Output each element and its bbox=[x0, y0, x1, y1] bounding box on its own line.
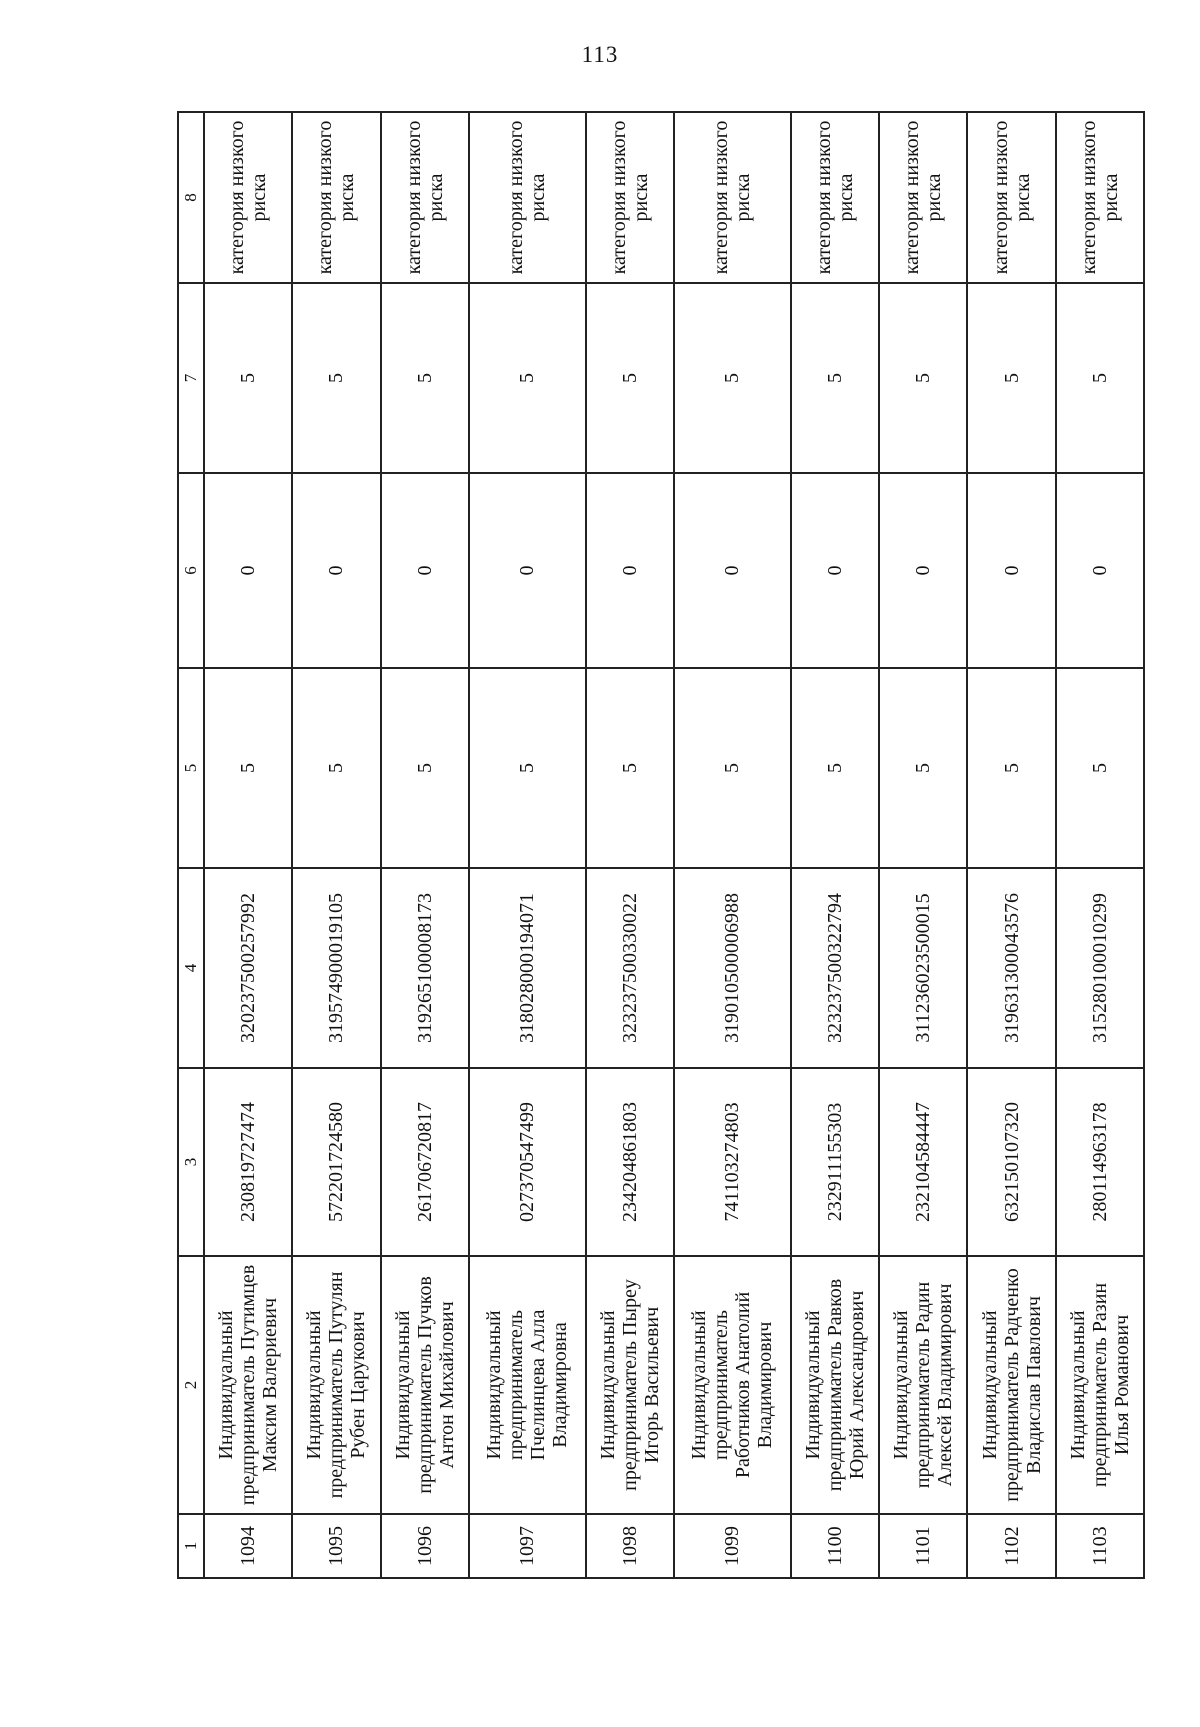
inn-cell: 230819727474 bbox=[204, 1068, 292, 1256]
inn-cell: 232911155303 bbox=[791, 1068, 879, 1256]
inn-cell: 261706720817 bbox=[381, 1068, 469, 1256]
ogrnip-cell: 323237500322794 bbox=[791, 868, 879, 1068]
table-row bbox=[879, 112, 967, 1578]
risk-category-cell: категория низкого риска bbox=[791, 112, 879, 283]
column-7-cell: 5 bbox=[791, 283, 879, 473]
ogrnip-cell: 323237500330022 bbox=[586, 868, 674, 1068]
rotated-table-container bbox=[177, 113, 1145, 1579]
risk-category-cell: категория низкого риска bbox=[586, 112, 674, 283]
column-6-cell: 0 bbox=[791, 473, 879, 668]
table-row bbox=[292, 112, 380, 1578]
entrepreneur-name: Индивидуальный предприниматель Пучков Антон Михайлович bbox=[381, 1256, 469, 1514]
inn-cell: 027370547499 bbox=[469, 1068, 586, 1256]
row-number: 1101 bbox=[879, 1514, 967, 1578]
ogrnip-cell: 320237500257992 bbox=[204, 868, 292, 1068]
column-7-cell: 5 bbox=[469, 283, 586, 473]
column-5-cell: 5 bbox=[967, 668, 1055, 868]
page-number: 113 bbox=[581, 42, 619, 67]
table-row bbox=[586, 112, 674, 1578]
row-number: 1096 bbox=[381, 1514, 469, 1578]
column-5-cell: 5 bbox=[586, 668, 674, 868]
column-7-cell: 5 bbox=[967, 283, 1055, 473]
column-7-cell: 5 bbox=[381, 283, 469, 473]
column-6-cell: 0 bbox=[292, 473, 380, 668]
table-row bbox=[469, 112, 586, 1578]
ogrnip-cell: 319631300043576 bbox=[967, 868, 1055, 1068]
column-header: 3 bbox=[178, 1068, 204, 1256]
row-number: 1103 bbox=[1056, 1514, 1144, 1578]
entrepreneur-name: Индивидуальный предприниматель Пчелинцева Алла Владимировна bbox=[469, 1256, 586, 1514]
ogrnip-cell: 319574900019105 bbox=[292, 868, 380, 1068]
column-header: 2 bbox=[178, 1256, 204, 1514]
column-5-cell: 5 bbox=[381, 668, 469, 868]
column-header: 6 bbox=[178, 473, 204, 668]
table-row bbox=[204, 112, 292, 1578]
risk-category-cell: категория низкого риска bbox=[469, 112, 586, 283]
column-6-cell: 0 bbox=[381, 473, 469, 668]
inn-cell: 572201724580 bbox=[292, 1068, 380, 1256]
table-row bbox=[967, 112, 1055, 1578]
column-6-cell: 0 bbox=[586, 473, 674, 668]
risk-category-cell: категория низкого риска bbox=[204, 112, 292, 283]
inn-cell: 632150107320 bbox=[967, 1068, 1055, 1256]
column-header: 8 bbox=[178, 112, 204, 283]
row-number: 1094 bbox=[204, 1514, 292, 1578]
risk-category-cell: категория низкого риска bbox=[381, 112, 469, 283]
inn-cell: 741103274803 bbox=[674, 1068, 791, 1256]
column-6-cell: 0 bbox=[879, 473, 967, 668]
column-5-cell: 5 bbox=[791, 668, 879, 868]
column-6-cell: 0 bbox=[204, 473, 292, 668]
risk-category-cell: категория низкого риска bbox=[967, 112, 1055, 283]
table-row bbox=[674, 112, 791, 1578]
row-number: 1100 bbox=[791, 1514, 879, 1578]
ogrnip-cell: 311236023500015 bbox=[879, 868, 967, 1068]
table-row bbox=[1056, 112, 1144, 1578]
entrepreneur-name: Индивидуальный предприниматель Работников Анатолий Владимирович bbox=[674, 1256, 791, 1514]
column-5-cell: 5 bbox=[1056, 668, 1144, 868]
column-7-cell: 5 bbox=[292, 283, 380, 473]
registry-table bbox=[177, 111, 1145, 1579]
risk-category-cell: категория низкого риска bbox=[1056, 112, 1144, 283]
inn-cell: 280114963178 bbox=[1056, 1068, 1144, 1256]
ogrnip-cell: 315280100010299 bbox=[1056, 868, 1144, 1068]
entrepreneur-name: Индивидуальный предприниматель Путулян Рубен Царукович bbox=[292, 1256, 380, 1514]
column-6-cell: 0 bbox=[967, 473, 1055, 668]
entrepreneur-name: Индивидуальный предприниматель Путимцев Максим Валериевич bbox=[204, 1256, 292, 1514]
column-5-cell: 5 bbox=[292, 668, 380, 868]
row-number: 1098 bbox=[586, 1514, 674, 1578]
ogrnip-cell: 318028000194071 bbox=[469, 868, 586, 1068]
column-5-cell: 5 bbox=[879, 668, 967, 868]
column-header: 1 bbox=[178, 1514, 204, 1578]
entrepreneur-name: Индивидуальный предприниматель Разин Илья Романович bbox=[1056, 1256, 1144, 1514]
column-5-cell: 5 bbox=[469, 668, 586, 868]
column-header: 7 bbox=[178, 283, 204, 473]
entrepreneur-name: Индивидуальный предприниматель Равков Юрий Александрович bbox=[791, 1256, 879, 1514]
entrepreneur-name: Индивидуальный предприниматель Пырeу Игорь Васильевич bbox=[586, 1256, 674, 1514]
table-row bbox=[381, 112, 469, 1578]
column-header: 4 bbox=[178, 868, 204, 1068]
column-7-cell: 5 bbox=[586, 283, 674, 473]
column-7-cell: 5 bbox=[1056, 283, 1144, 473]
risk-category-cell: категория низкого риска bbox=[674, 112, 791, 283]
table-header-row bbox=[178, 112, 204, 1578]
column-6-cell: 0 bbox=[469, 473, 586, 668]
entrepreneur-name: Индивидуальный предприниматель Радин Алексей Владимирович bbox=[879, 1256, 967, 1514]
risk-category-cell: категория низкого риска bbox=[292, 112, 380, 283]
row-number: 1097 bbox=[469, 1514, 586, 1578]
column-5-cell: 5 bbox=[674, 668, 791, 868]
column-header: 5 bbox=[178, 668, 204, 868]
registry-table-frame bbox=[177, 113, 1145, 1579]
column-5-cell: 5 bbox=[204, 668, 292, 868]
column-6-cell: 0 bbox=[1056, 473, 1144, 668]
column-7-cell: 5 bbox=[204, 283, 292, 473]
table-row bbox=[791, 112, 879, 1578]
column-7-cell: 5 bbox=[674, 283, 791, 473]
risk-category-cell: категория низкого риска bbox=[879, 112, 967, 283]
row-number: 1102 bbox=[967, 1514, 1055, 1578]
ogrnip-cell: 319265100008173 bbox=[381, 868, 469, 1068]
column-7-cell: 5 bbox=[879, 283, 967, 473]
row-number: 1095 bbox=[292, 1514, 380, 1578]
entrepreneur-name: Индивидуальный предприниматель Радченко Владислав Павлович bbox=[967, 1256, 1055, 1514]
inn-cell: 234204861803 bbox=[586, 1068, 674, 1256]
inn-cell: 232104584447 bbox=[879, 1068, 967, 1256]
row-number: 1099 bbox=[674, 1514, 791, 1578]
column-6-cell: 0 bbox=[674, 473, 791, 668]
ogrnip-cell: 319010500006988 bbox=[674, 868, 791, 1068]
